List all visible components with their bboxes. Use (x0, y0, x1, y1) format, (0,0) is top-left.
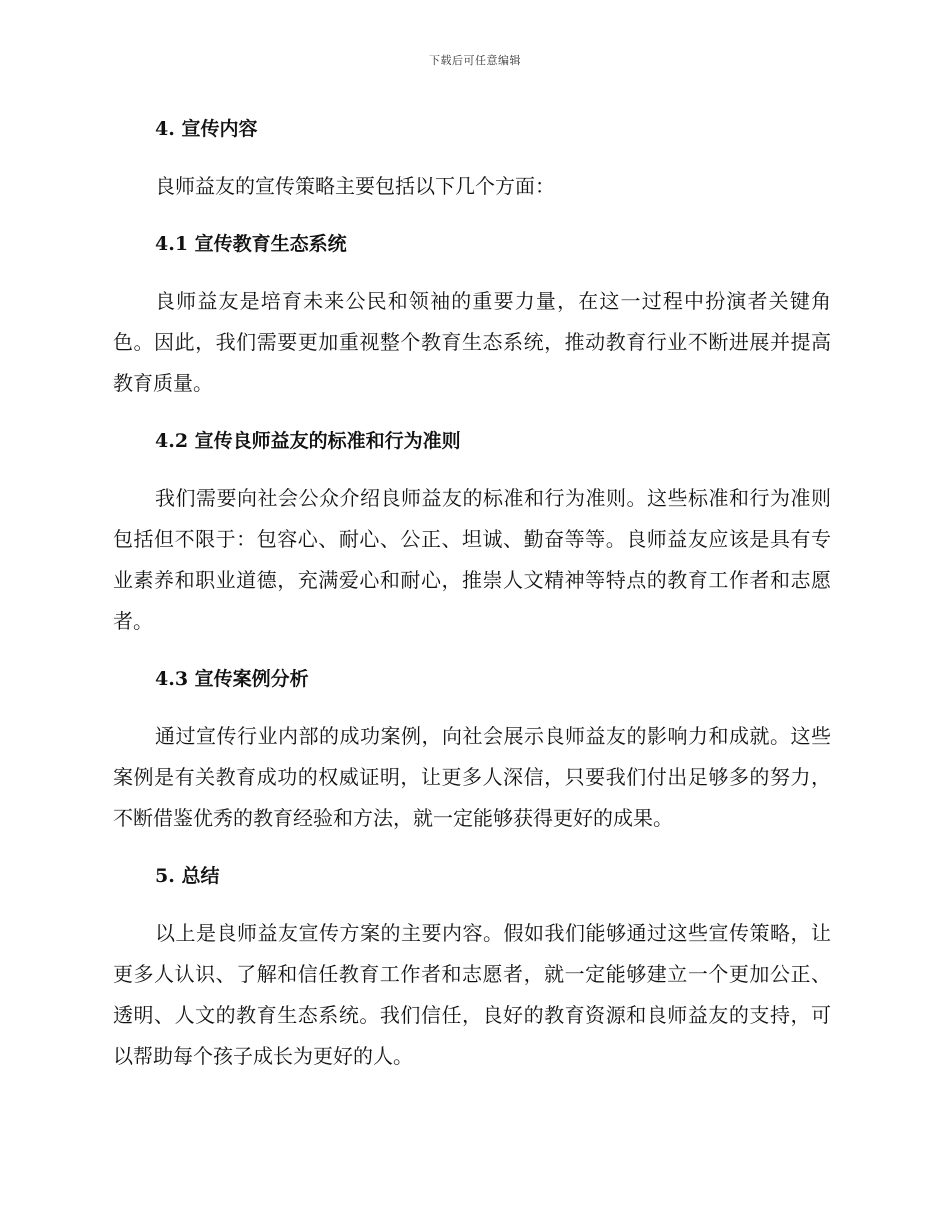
section-4-intro: 良师益友的宣传策略主要包括以下几个方面： (155, 174, 555, 198)
document-body (113, 110, 831, 1077)
section-4-2-body: 我们需要向社会公众介绍良师益友的标准和行为准则。这些标准和行为准则包括但不限于：包容心、耐心、公正、坦诚、勤奋等等。良师益友应该是具有专业素养和职业道德，充满爱心和耐心，推崇人文精神等特点的教育工作者和志愿者。 (113, 486, 831, 633)
section-heading-4-2: 4.2 宣传良师益友的标准和行为准则 (155, 430, 461, 452)
section-4-3-body: 通过宣传行业内部的成功案例，向社会展示良师益友的影响力和成就。这些案例是有关教育成功的权威证明，让更多人深信，只要我们付出足够多的努力，不断借鉴优秀的教育经验和方法，就一定能够获得更好的成果。 (113, 724, 831, 830)
section-heading-4-1: 4.1 宣传教育生态系统 (155, 233, 347, 255)
section-4-1-body: 良师益友是培育未来公民和领袖的重要力量，在这一过程中扮演者关键角色。因此，我们需要更加重视整个教育生态系统，推动教育行业不断进展并提高教育质量。 (113, 289, 831, 395)
page-header-note: 下载后可任意编辑 (429, 54, 521, 67)
section-heading-4: 4. 宣传内容 (155, 118, 258, 140)
section-heading-4-3: 4.3 宣传案例分析 (155, 668, 309, 690)
section-5-body: 以上是良师益友宣传方案的主要内容。假如我们能够通过这些宣传策略，让更多人认识、了解和信任教育工作者和志愿者，就一定能够建立一个更加公正、透明、人文的教育生态系统。我们信任，良好的教育资源和良师益友的支持，可以帮助每个孩子成长为更好的人。 (113, 921, 831, 1068)
section-heading-5: 5. 总结 (155, 865, 220, 887)
